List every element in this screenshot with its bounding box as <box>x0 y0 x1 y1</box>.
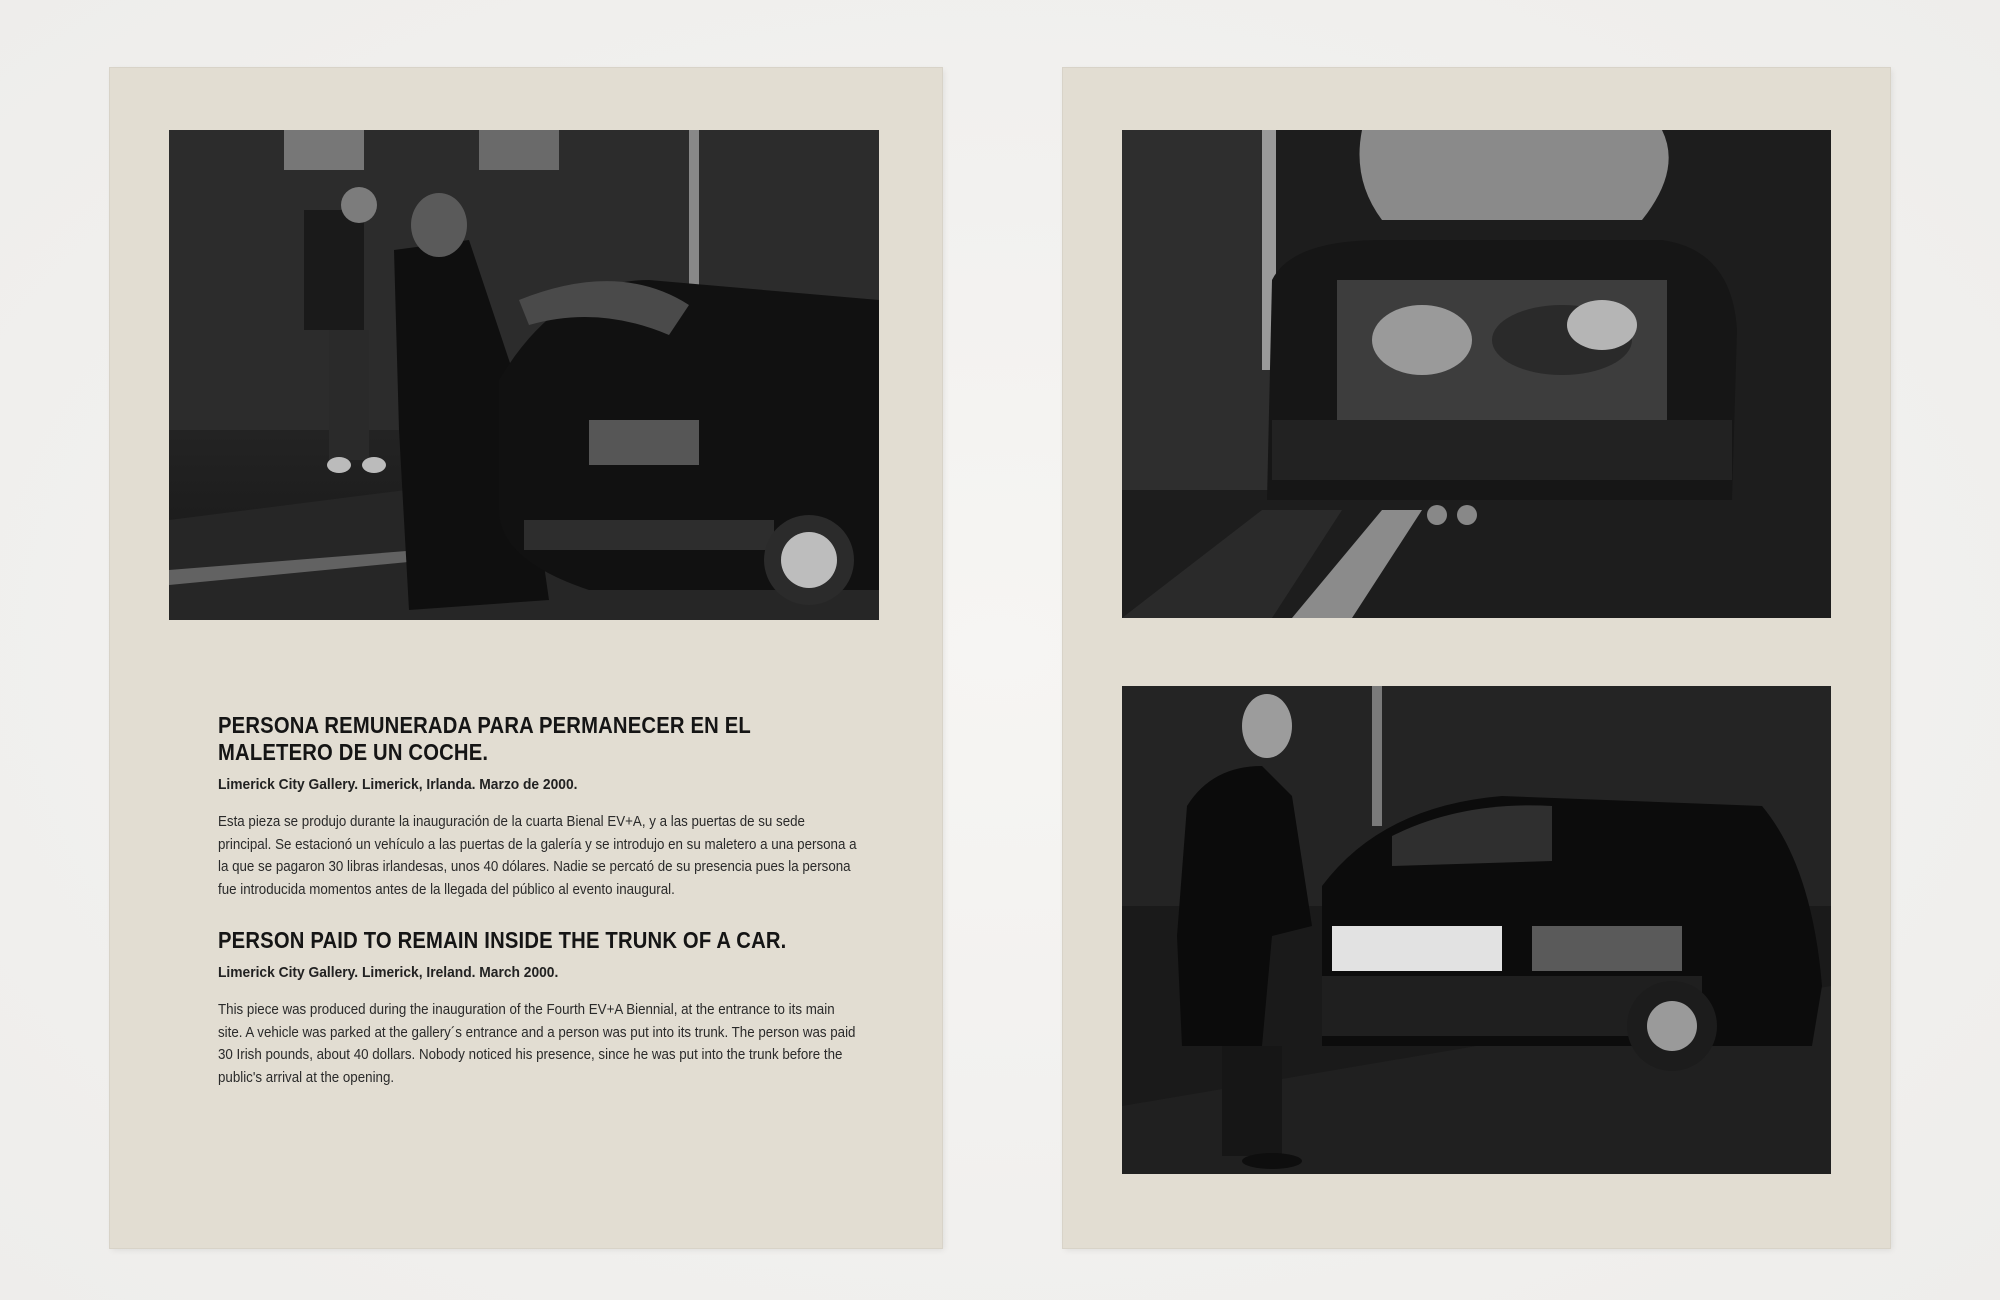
left-sheet <box>110 68 942 1248</box>
right-sheet <box>1063 68 1890 1248</box>
body-en: This piece was produced during the inauguration of the Fourth EV+A Biennial, at the entrance to its main site. A vehicle was parked at the gallery´s entrance and a person was put into its trunk. The person was paid 30 Irish pounds, about 40 dollars. Nobody noticed his presence, since he was put into the trunk before the public's arrival at the opening. <box>218 1002 856 1086</box>
photo-woman-closing-trunk <box>1122 686 1831 1174</box>
subtitle-en: Limerick City Gallery. Limerick, Ireland. March 2000. <box>218 964 559 981</box>
subtitle-es: Limerick City Gallery. Limerick, Irlanda. Marzo de 2000. <box>218 776 578 793</box>
photo-man-opening-trunk <box>169 130 879 620</box>
body-es: Esta pieza se produjo durante la inauguración de la cuarta Bienal EV+A, y a las puertas de su sede principal. Se estacionó un vehículo a las puertas de la galería y se introdujo en su maletero a una persona a la que se pagaron 30 libras irlandesas, unos 40 dólares. Nadie se percató de su presencia pues la persona fue introducida momentos antes de la llegada del público al evento inaugural. <box>218 814 857 898</box>
photo-open-trunk <box>1122 130 1831 618</box>
description-text-block <box>218 712 858 1089</box>
title-es: PERSONA REMUNERADA PARA PERMANECER EN EL MALETERO DE UN COCHE. <box>218 712 751 765</box>
title-en: PERSON PAID TO REMAIN INSIDE THE TRUNK OF A CAR. <box>218 927 787 953</box>
